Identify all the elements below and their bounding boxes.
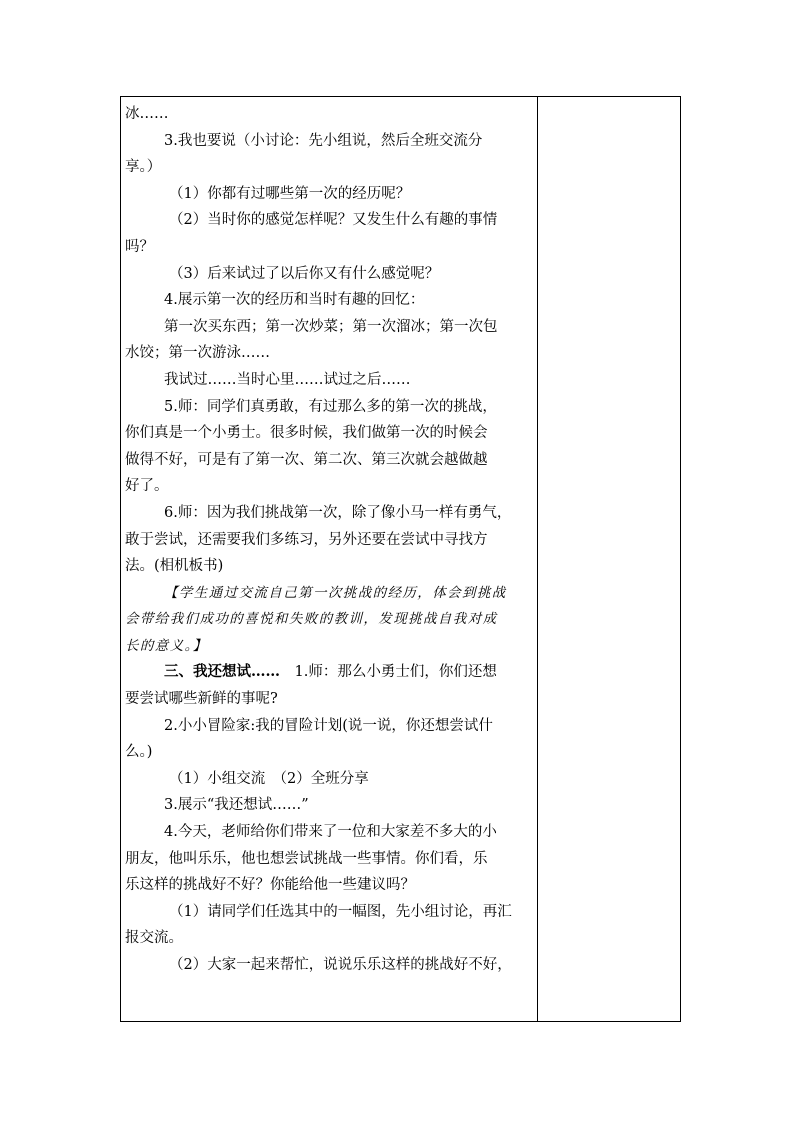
text-line: （2）当时你的感觉怎样呢？又发生什么有趣的事情 <box>169 212 498 229</box>
lesson-content-cell <box>125 101 533 979</box>
text-line: （2）大家一起来帮忙，说说乐乐这样的挑战好不好， <box>169 957 512 973</box>
text-line: 3.展示“我还想试……” <box>164 797 309 814</box>
teaching-note-line: 长的意义。】 <box>125 637 208 654</box>
text-line: 5.师：同学们真勇敢，有过那么多的第一次的挑战， <box>164 398 497 415</box>
heading-continuation: 1.师：那么小勇士们，你们还想 <box>280 664 497 681</box>
text-line: 好了。 <box>125 478 169 495</box>
text-line: 水饺；第一次游泳…… <box>125 345 270 362</box>
text-line: 做得不好，可是有了第一次、第二次、第三次就会越做越 <box>125 451 488 468</box>
text-line: 第一次买东西；第一次炒菜；第一次溜冰；第一次包 <box>164 318 498 335</box>
text-line: 3.我也要说（小讨论：先小组说，然后全班交流分 <box>164 132 483 149</box>
text-line: 2.小小冒险家:我的冒险计划(说一说，你还想尝试什 <box>164 717 493 734</box>
text-line: 冰…… <box>125 106 169 122</box>
text-line: 要尝试哪些新鲜的事呢? <box>125 691 278 708</box>
text-line: 敢于尝试，还需要我们多练习，另外还要在尝试中寻找方 <box>125 531 488 548</box>
text-line: （1）小组交流 （2）全班分享 <box>169 770 369 787</box>
notes-cell <box>538 97 680 1021</box>
text-line: 享。） <box>125 159 162 176</box>
text-line: （1）你都有过哪些第一次的经历呢？ <box>169 185 411 202</box>
teaching-note-line: 会带给我们成功的喜悦和失败的教训，发现挑战自我对成 <box>125 611 498 628</box>
text-line: 法。(相机板书) <box>125 558 224 575</box>
teaching-note-line: 【学生通过交流自己第一次挑战的经历，体会到挑战 <box>164 584 507 601</box>
text-line: 6.师：因为我们挑战第一次，除了像小马一样有勇气， <box>164 504 512 521</box>
text-line <box>125 659 533 686</box>
text-line: 我试过……当时心里……试过之后…… <box>164 371 411 388</box>
text-line: 你们真是一个小勇士。很多时候，我们做第一次的时候会 <box>125 425 488 442</box>
text-line: 报交流。 <box>125 930 183 947</box>
text-line: （3）后来试过了以后你又有什么感觉呢？ <box>169 265 440 282</box>
text-line: 么。) <box>125 744 153 761</box>
lesson-table <box>120 96 681 1022</box>
text-line: （1）请同学们任选其中的一幅图，先小组讨论，再汇 <box>169 903 512 920</box>
section-heading: 三、我还想试…… <box>164 663 280 681</box>
text-line: 乐这样的挑战好不好？你能给他一些建议吗？ <box>125 877 415 894</box>
text-line: 朋友，他叫乐乐，他也想尝试挑战一些事情。你们看，乐 <box>125 850 488 867</box>
text-line: 4.今天，老师给你们带来了一位和大家差不多大的小 <box>164 824 497 841</box>
text-line: 4.展示第一次的经历和当时有趣的回忆： <box>164 292 425 309</box>
text-line: 吗？ <box>125 238 154 255</box>
